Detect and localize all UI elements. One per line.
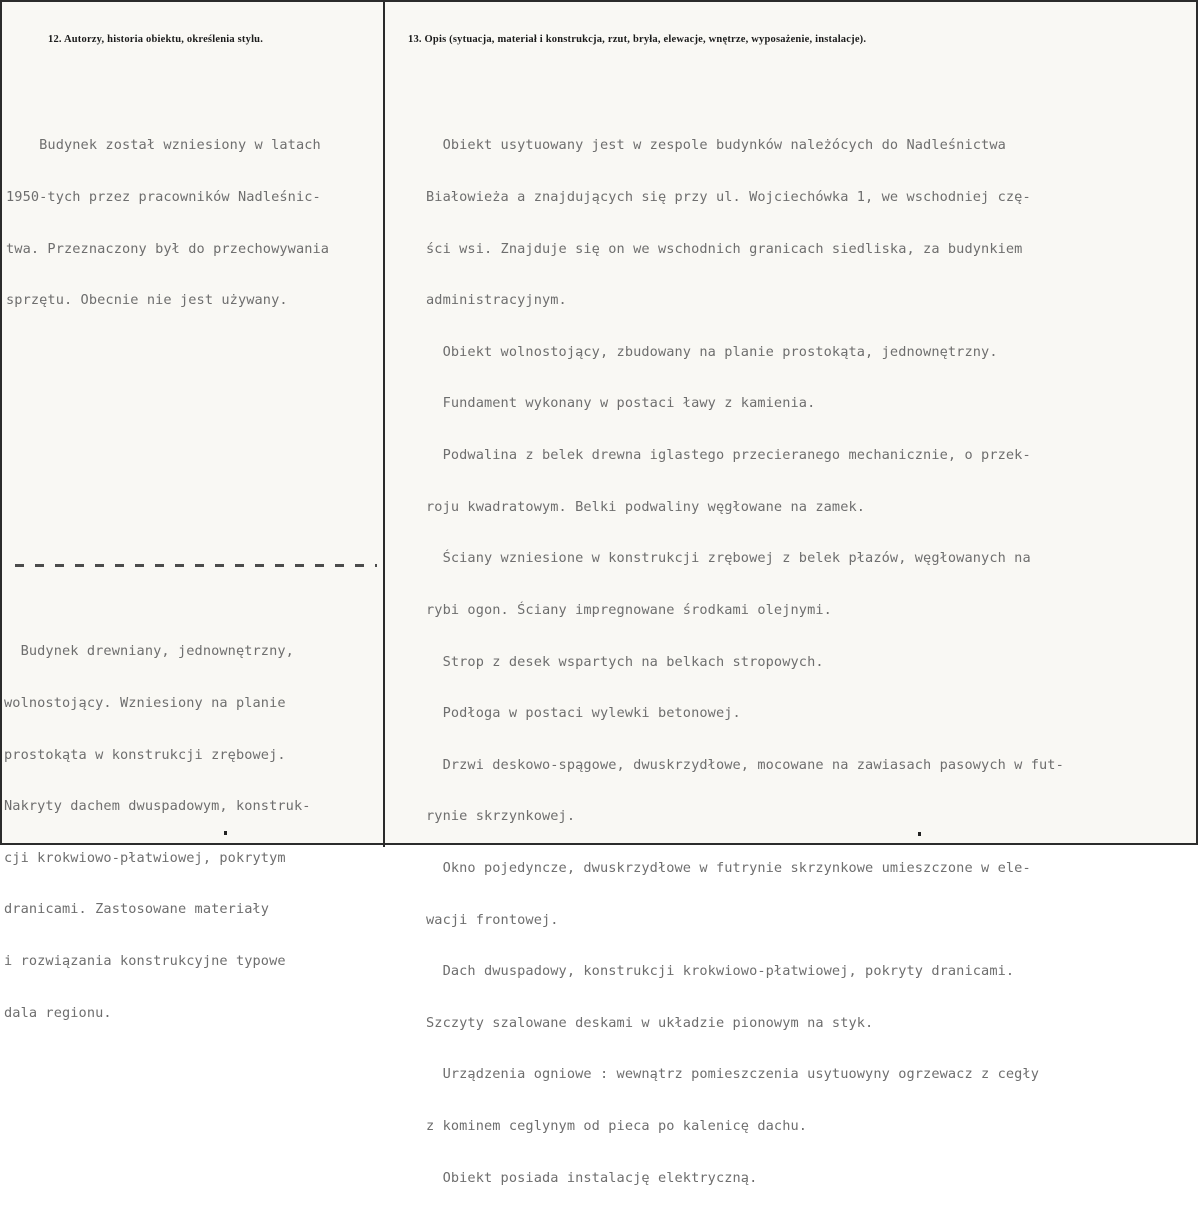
description-line: Podłoga w postaci wylewki betonowej. [426,705,741,722]
section-12-header: 12. Autorzy, historia obiektu, określenia stylu. [48,34,264,45]
description-line: Okno pojedyncze, dwuskrzydłowe w futrynie skrzynkowe umieszczone w ele- [426,859,1031,876]
style-line: Nakryty dachem dwuspadowym, konstruk- [4,798,311,815]
dashed-separator [15,564,377,567]
history-line: twa. Przeznaczony był do przechowywania [6,240,330,257]
style-text [4,609,311,1056]
style-line: cji krokwiowo-płatwiowej, pokrytym [4,849,286,866]
history-line: Budynek został wzniesiony w latach [6,137,321,154]
description-line: Fundament wykonany w postaci ławy z kamienia. [426,395,816,412]
description-line: Drzwi deskowo-spągowe, dwuskrzydłowe, mocowane na zawiasach pasowych w fut- [426,756,1064,773]
description-line: Obiekt usytuowany jest w zespole budynków należócych do Nadleśnictwa [426,137,1006,154]
style-line: wolnostojący. Wzniesiony na planie [4,695,286,712]
description-line: ści wsi. Znajduje się on we wschodnich granicach siedliska, za budynkiem [426,240,1023,257]
description-line: Szczyty szalowane deskami w układzie pionowym na styk. [426,1014,874,1031]
description-line: Dach dwuspadowy, konstrukcji krokwiowo-płatwiowej, pokryty dranicami. [426,963,1015,980]
style-line: dranicami. Zastosowane materiały [4,901,270,918]
column-divider [383,2,385,847]
description-line: administracyjnym. [426,292,567,309]
ink-mark [224,831,227,835]
description-line: z kominem ceglynym od pieca po kalenicę dachu. [426,1117,808,1134]
style-line: Budynek drewniany, jednownętrzny, [4,643,294,660]
section-13-header: 13. Opis (sytuacja, materiał i konstrukcja, rzut, bryła, elewacje, wnętrze, wyposażenie, instalacje). [408,34,867,45]
history-line: 1950-tych przez pracowników Nadleśnic- [6,189,321,206]
history-line: sprzętu. Obecnie nie jest używany. [6,292,288,309]
description-line: rynie skrzynkowej. [426,808,576,825]
ink-mark [918,832,921,836]
description-line: Białowieża a znajdujących się przy ul. Wojciechówka 1, we wschodniej czę- [426,189,1031,206]
description-line: Strop z desek wspartych na belkach stropowych. [426,653,824,670]
description-line: rybi ogon. Ściany impregnowane środkami olejnymi. [426,601,832,618]
description-line: Ściany wzniesione w konstrukcji zrębowej z belek płazów, węgłowanych na [426,550,1031,567]
history-text [6,103,329,344]
description-line: roju kwadratowym. Belki podwaliny węgłowane na zamek. [426,498,866,515]
description-line: Urządzenia ogniowe : wewnątrz pomieszczenia usytuowyny ogrzewacz z cegły [426,1066,1040,1083]
description-text [426,103,1064,1221]
style-line: dala regionu. [4,1004,112,1021]
description-line: wacji frontowej. [426,911,559,928]
style-line: prostokąta w konstrukcji zrębowej. [4,746,286,763]
style-line: i rozwiązania konstrukcyjne typowe [4,953,286,970]
description-line: Obiekt posiada instalację elektryczną. [426,1169,758,1186]
description-line: Podwalina z belek drewna iglastego przecieranego mechanicznie, o przek- [426,447,1031,464]
description-line: Obiekt wolnostojący, zbudowany na planie prostokąta, jednownętrzny. [426,343,998,360]
